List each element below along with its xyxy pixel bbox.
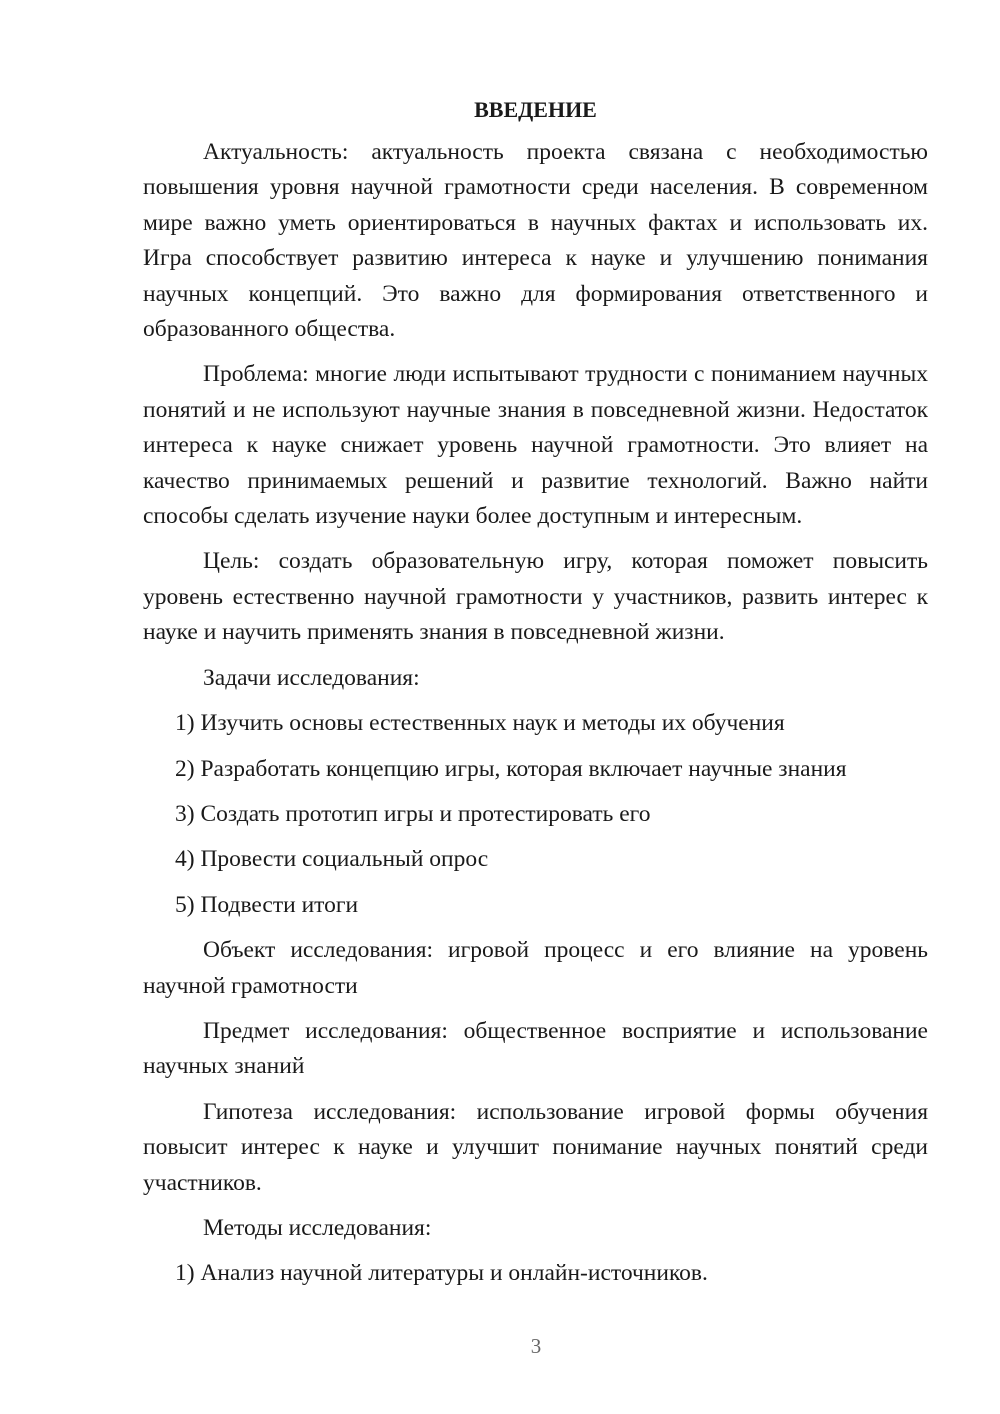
methods-list	[143, 1256, 928, 1291]
list-item: 3) Создать прототип игры и протестировать его	[175, 800, 651, 827]
tasks-heading: Задачи исследования:	[203, 664, 420, 691]
list-item: 2) Разработать концепцию игры, которая включает научные знания	[175, 755, 847, 782]
methods-heading: Методы исследования:	[203, 1214, 432, 1241]
list-item: 5) Подвести итоги	[175, 891, 359, 918]
page-content	[143, 95, 928, 1302]
list-item: 1) Изучить основы естественных наук и методы их обучения	[175, 710, 785, 737]
object-paragraph: Объект исследования: игровой процесс и его влияние на уровень научной грамотности	[143, 937, 928, 999]
tasks-list	[143, 706, 928, 923]
relevance-paragraph: Актуальность: актуальность проекта связана с необходимостью повышения уровня научной грамотности среди населения. В современном мире важно уметь ориентироваться в научных фактах и использовать их. Игра способствует развитию интереса к науке и улучшению понимания научных концепций. Это важно для формирования ответственного и образованного общества.	[143, 139, 928, 343]
subject-paragraph: Предмет исследования: общественное восприятие и использование научных знаний	[143, 1017, 928, 1080]
problem-paragraph: Проблема: многие люди испытывают трудности с пониманием научных понятий и не используют научные знания в повседневной жизни. Недостаток интереса к науке снижает уровень научной грамотности. Это влияет на качество принимаемых решений и развитие технологий. Важно найти способы сделать изучение науки более доступным и интересным.	[143, 361, 928, 530]
hypothesis-paragraph: Гипотеза исследования: использование игровой формы обучения повысит интерес к науке и улучшит понимание научных понятий среди участников.	[143, 1098, 928, 1196]
page-number: 3	[530, 1334, 542, 1358]
page-title: ВВЕДЕНИЕ	[474, 97, 597, 122]
list-item: 4) Провести социальный опрос	[175, 846, 489, 873]
goal-paragraph: Цель: создать образовательную игру, которая поможет повысить уровень естественно научной грамотности у участников, развить интерес к науке и научить применять знания в повседневной жизни.	[143, 548, 928, 646]
list-item: 1) Анализ научной литературы и онлайн-источников.	[175, 1260, 708, 1287]
